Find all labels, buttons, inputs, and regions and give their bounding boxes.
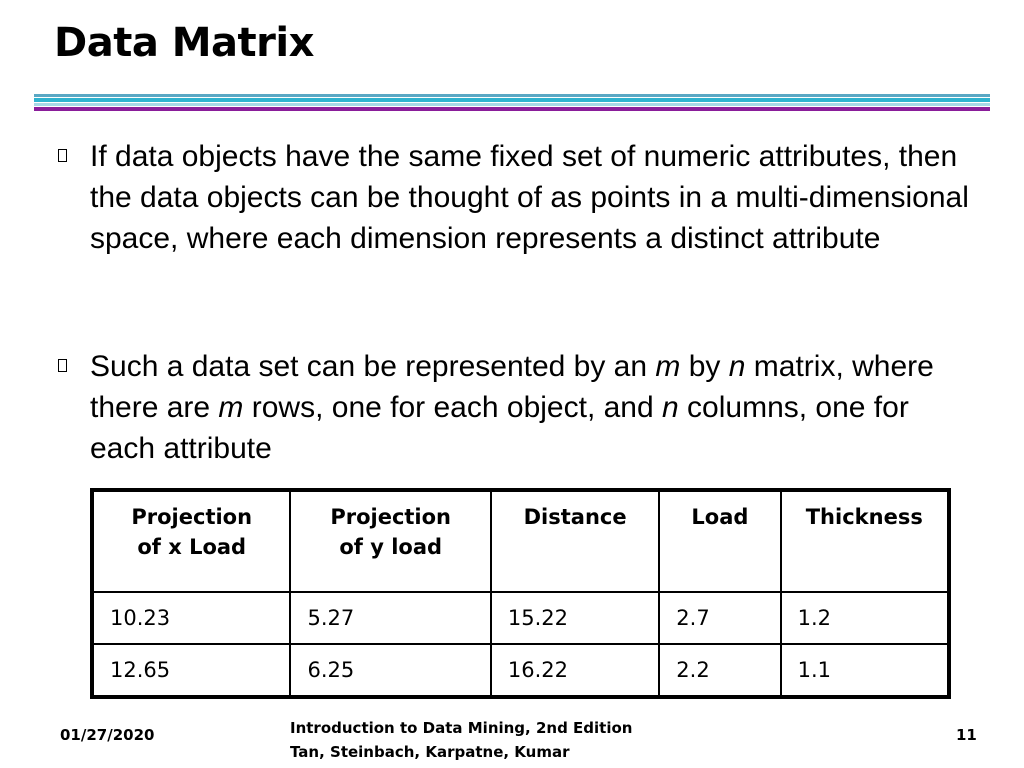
title-divider xyxy=(34,94,990,97)
slide-title: Data Matrix xyxy=(54,20,314,66)
bullet-text: Such a data set can be represented by an m by n matrix, where there are m rows, one for each object, and n columns, one for each attribute xyxy=(90,350,934,465)
bullet-text: If data objects have the same fixed set of numeric attributes, then the data objects can be thought of as points in a multi-dimensional space, where each dimension represents a distinct attribute xyxy=(90,140,969,255)
footer-date: 01/27/2020 xyxy=(60,726,155,744)
bullet-box-icon xyxy=(58,359,67,372)
title-divider xyxy=(34,103,990,106)
column-header: Projection of y load xyxy=(290,490,490,592)
page-number: 11 xyxy=(956,726,977,744)
table-cell: 10.23 xyxy=(92,592,290,644)
table-cell: 1.2 xyxy=(781,592,949,644)
bullet-point xyxy=(90,346,970,469)
footer-source: Introduction to Data Mining, 2nd Edition Tan, Steinbach, Karpatne, Kumar xyxy=(290,719,633,761)
table-row xyxy=(92,644,949,697)
column-header: Load xyxy=(659,490,780,592)
table-cell: 1.1 xyxy=(781,644,949,697)
column-header: Thickness xyxy=(781,490,949,592)
table-cell: 6.25 xyxy=(290,644,490,697)
table-cell: 16.22 xyxy=(491,644,659,697)
table-cell: 15.22 xyxy=(491,592,659,644)
title-divider xyxy=(34,107,990,111)
table-header-row xyxy=(92,490,949,592)
column-header: Projection of x Load xyxy=(92,490,290,592)
table-cell: 12.65 xyxy=(92,644,290,697)
bullet-box-icon xyxy=(58,149,67,162)
bullet-point xyxy=(90,136,970,259)
column-header: Distance xyxy=(491,490,659,592)
table-cell: 5.27 xyxy=(290,592,490,644)
title-divider xyxy=(34,98,990,102)
table-cell: 2.7 xyxy=(659,592,780,644)
table-row xyxy=(92,592,949,644)
table-cell: 2.2 xyxy=(659,644,780,697)
data-matrix-table xyxy=(90,488,951,699)
